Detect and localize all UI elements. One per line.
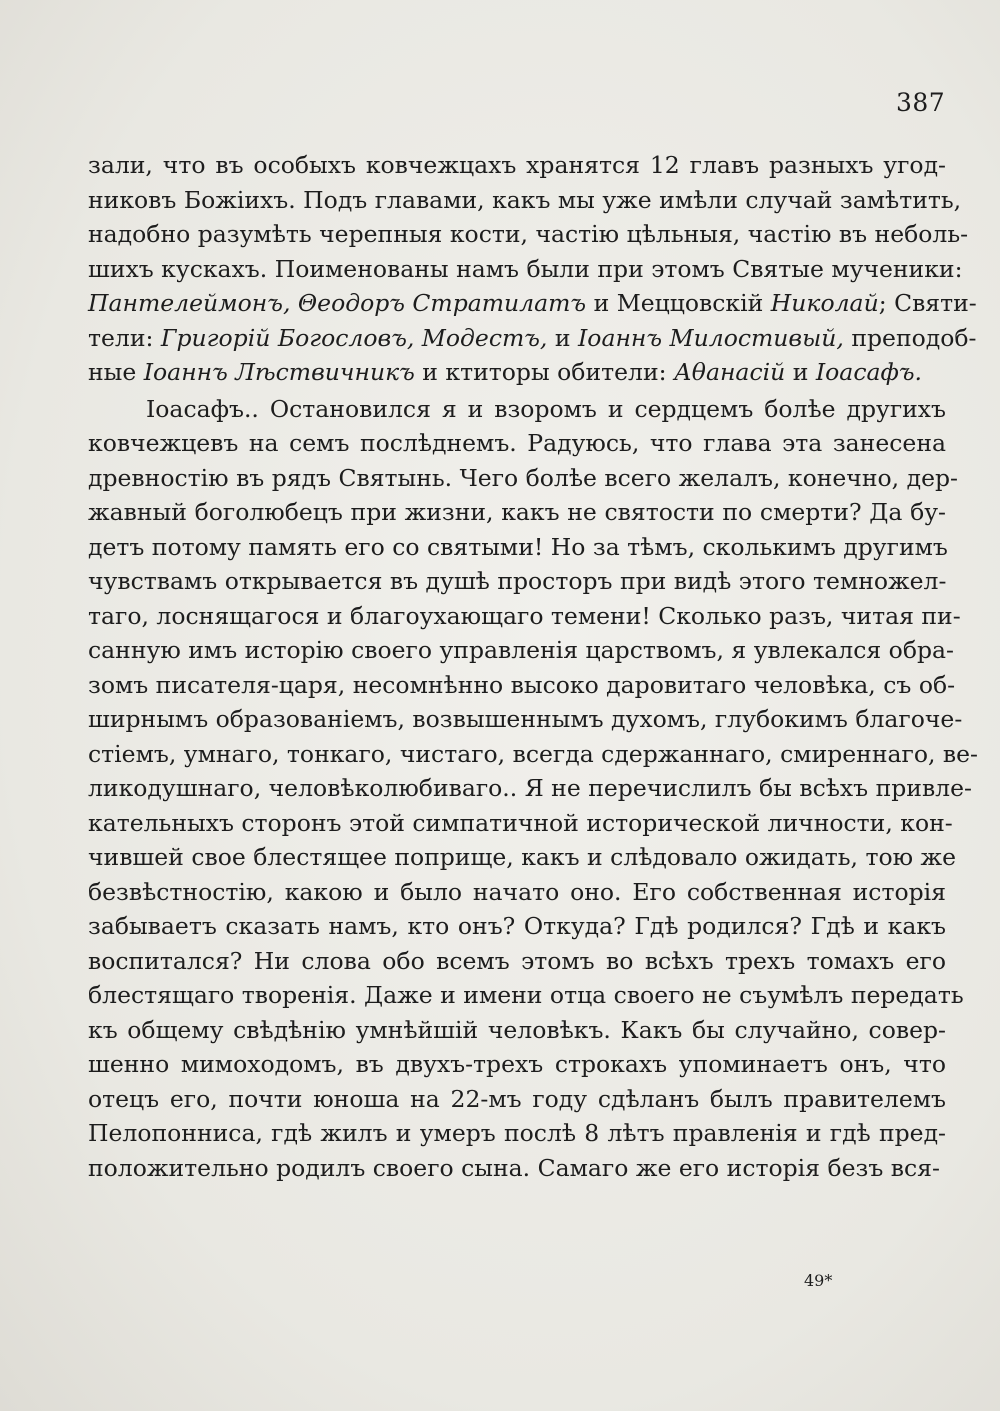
text-line: санную имъ исторiю своего управленiя царствомъ, я увлекался обра- [88, 636, 954, 664]
page-number: 387 [896, 88, 946, 117]
text-run: преподоб- [843, 323, 977, 352]
text-line: жавный боголюбецъ при жизни, какъ не святости по смерти? Да бу- [88, 498, 946, 526]
italic-name: Николай [770, 289, 879, 317]
text-line: зомъ писателя-царя, несомнѣнно высоко даровитаго человѣка, съ об- [88, 670, 956, 699]
text-line: детъ потому память его со святыми! Но за тѣмъ, сколькимъ другимъ [88, 532, 948, 561]
body-text [88, 148, 978, 1185]
text-line [88, 252, 963, 287]
text-line [88, 286, 977, 321]
text-line: ликодушнаго, человѣколюбиваго.. Я не перечислилъ бы всѣхъ привле- [88, 774, 972, 802]
paragraph-2 [88, 392, 978, 1186]
text-run: и [785, 358, 816, 386]
text-line: воспитался? Ни слова обо всемъ этомъ во всѣхъ трехъ томахъ его [88, 946, 946, 975]
italic-name: Iоаннъ Милостивый, [578, 323, 844, 352]
text-run: ; Святи- [878, 289, 977, 317]
text-line [88, 183, 962, 218]
text-line: чившей свое блестящее поприще, какъ и слѣдовало ожидать, тою же [88, 843, 957, 871]
paragraph-1 [88, 148, 977, 390]
text-run: шихъ кускахъ. Поименованы намъ были при этомъ Святые мученики: [88, 254, 963, 283]
text-run: надобно разумѣть черепныя кости, частiю цѣльныя, частiю въ неболь- [88, 220, 969, 248]
text-run: никовъ Божiихъ. Подъ главами, какъ мы уже имѣли случай замѣтить, [88, 185, 962, 214]
italic-name: Пантелеймонъ, Θеодоръ Стратилатъ [88, 289, 587, 317]
italic-name: Григорiй Богословъ, Модестъ, [160, 323, 548, 352]
italic-name: Iоасафъ. [815, 358, 923, 386]
text-line: Iоасафъ.. Остановился я и взоромъ и сердцемъ болѣе другихъ [146, 394, 946, 423]
text-run: ные [88, 358, 144, 386]
text-line [88, 321, 977, 356]
text-line: древностiю въ рядъ Святынь. Чего болѣе всего желалъ, конечно, дер- [88, 463, 958, 492]
text-line: безвѣстностiю, какою и было начато оно. Его собственная исторiя [88, 877, 946, 906]
text-line: блестящаго творенiя. Даже и имени отца своего не съумѣлъ передать [88, 981, 964, 1009]
text-line [88, 217, 969, 252]
text-line: чувствамъ открывается въ душѣ просторъ при видѣ этого темножел- [88, 567, 947, 595]
text-line: ковчежцевъ на семъ послѣднемъ. Радуюсь, что глава эта занесена [88, 429, 946, 457]
text-line: отецъ его, почти юноша на 22-мъ году сдѣланъ былъ правителемъ [88, 1084, 946, 1113]
text-line: кательныхъ сторонъ этой симпатичной исторической личности, кон- [88, 808, 953, 837]
text-run: и ктиторы обители: [414, 358, 674, 386]
text-line [88, 148, 946, 183]
text-line: Пелопонниса, гдѣ жилъ и умеръ послѣ 8 лѣтъ правленiя и гдѣ пред- [88, 1119, 946, 1147]
text-run: тели: [88, 323, 161, 352]
text-line: таго, лоснящагося и благоухающаго темени! Сколько разъ, читая пи- [88, 601, 961, 630]
text-line [88, 355, 946, 390]
text-line: стiемъ, умнаго, тонкаго, чистаго, всегда сдержаннаго, смиреннаго, ве- [88, 739, 978, 768]
italic-name: Iоаннъ Лѣствичникъ [143, 358, 415, 386]
text-run: и Меццовскiй [586, 289, 771, 317]
text-line: ширнымъ образованiемъ, возвышеннымъ духомъ, глубокимъ благоче- [88, 705, 963, 733]
signature-mark: 49* [804, 1271, 833, 1290]
text-run: и [547, 323, 579, 352]
text-line: къ общему свѣдѣнiю умнѣйшiй человѣкъ. Какъ бы случайно, совер- [88, 1015, 946, 1044]
text-run: зали, что въ особыхъ ковчежцахъ хранятся 12 главъ разныхъ угод- [88, 151, 946, 179]
text-line: забываетъ сказать намъ, кто онъ? Откуда? Гдѣ родился? Гдѣ и какъ [88, 912, 946, 940]
italic-name: Аθанасiй [674, 358, 786, 386]
text-line: шенно мимоходомъ, въ двухъ-трехъ строкахъ упоминаетъ онъ, что [88, 1050, 946, 1078]
text-line: положительно родилъ своего сына. Самаго же его исторiя безъ вся- [88, 1153, 940, 1182]
